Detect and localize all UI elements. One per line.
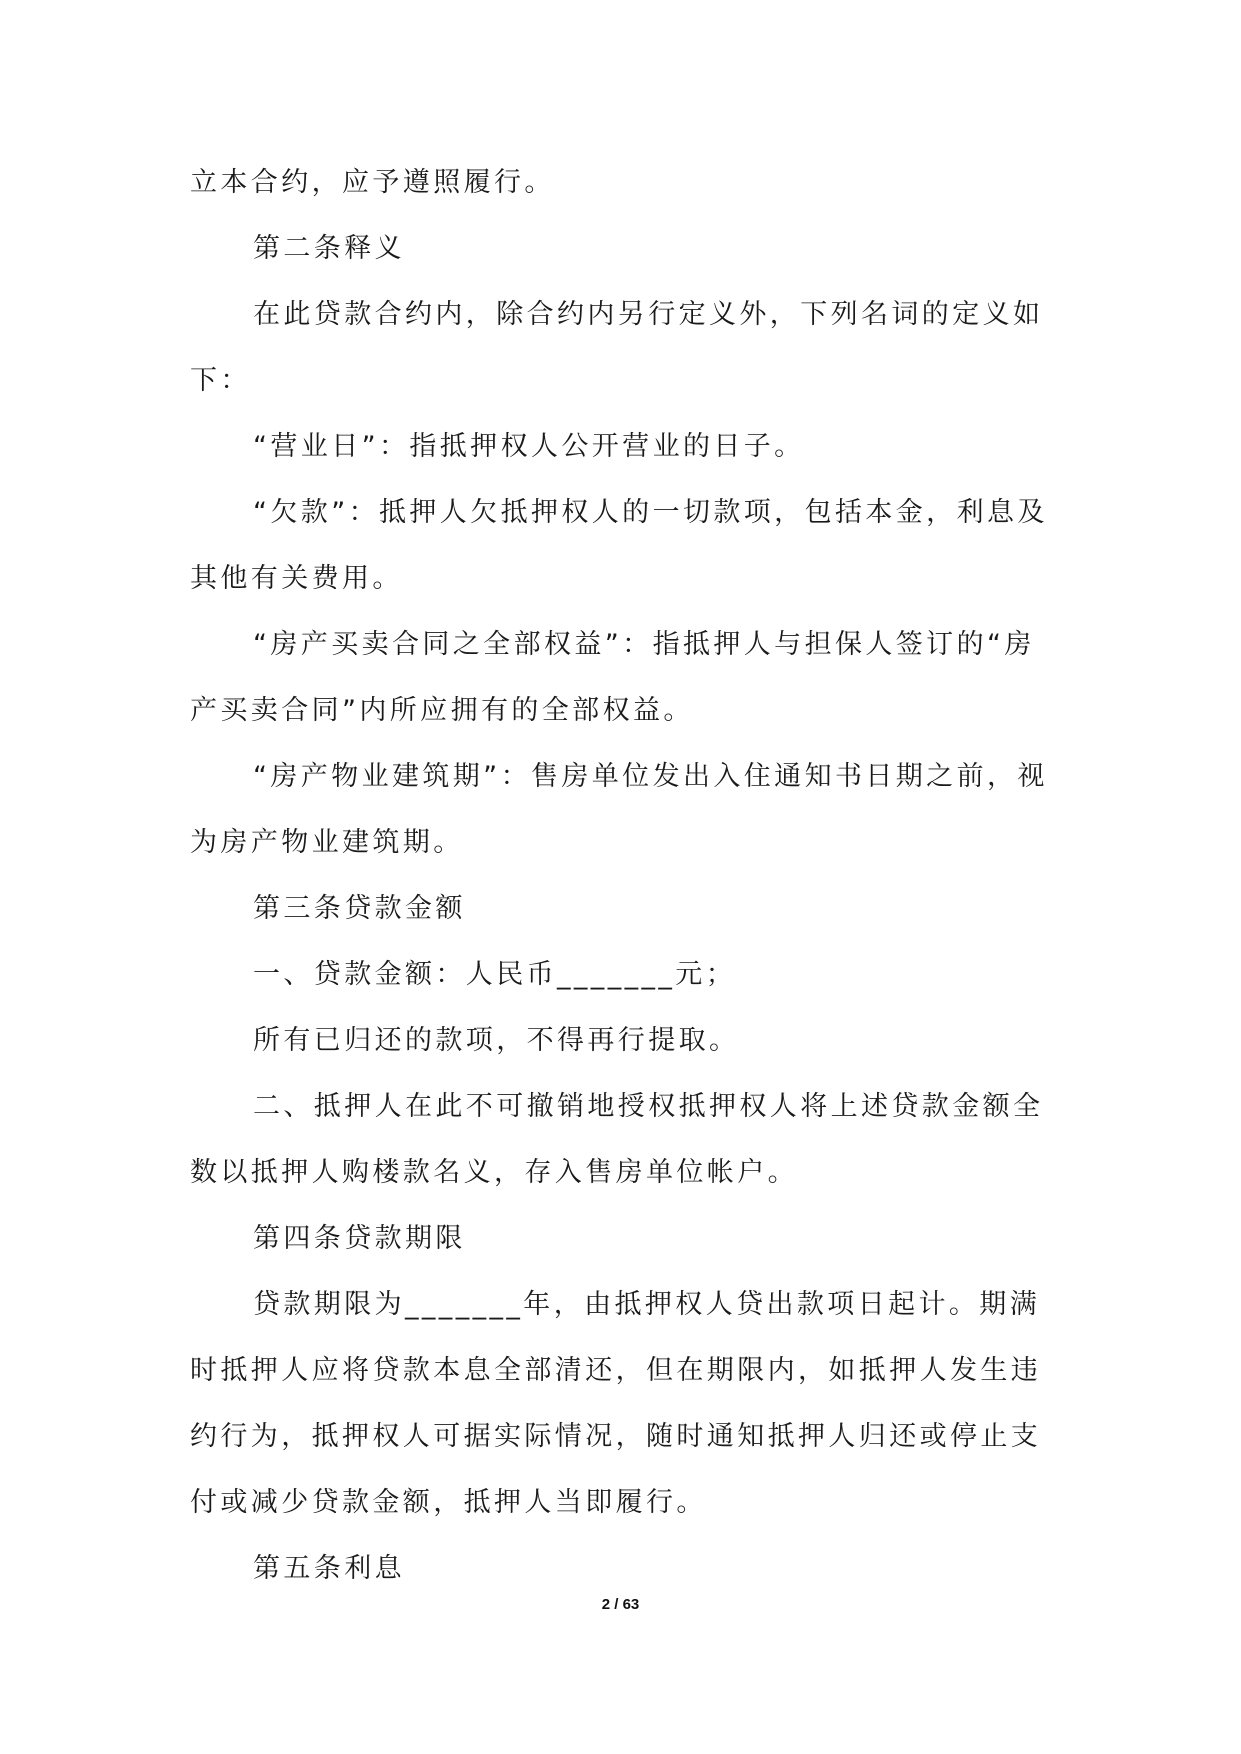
definition-paragraph: “营业日”：指抵押权人公开营业的日子。 [253, 431, 805, 462]
paragraph: 二、抵押人在此不可撤销地授权抵押权人将上述贷款金额全数以抵押人购楼款名义，存入售房单位帐户。 [190, 1091, 1044, 1188]
paragraph: 立本合约，应予遵照履行。 [190, 167, 555, 198]
document-body [190, 150, 1055, 1602]
paragraph: 在此贷款合约内，除合约内另行定义外，下列名词的定义如下： [190, 299, 1044, 396]
paragraph: 一、贷款金额：人民币_______元； [253, 959, 737, 990]
definition-paragraph: “欠款”：抵押人欠抵押权人的一切款项，包括本金，利息及其他有关费用。 [190, 497, 1048, 594]
definition-paragraph: “房产买卖合同之全部权益”：指抵押人与担保人签订的“房产买卖合同”内所应拥有的全部权益。 [190, 629, 1035, 726]
section-heading: 第四条贷款期限 [253, 1223, 466, 1254]
paragraph: 所有已归还的款项，不得再行提取。 [253, 1025, 740, 1056]
page-number: 2 / 63 [601, 1596, 640, 1613]
definition-paragraph: “房产物业建筑期”：售房单位发出入住通知书日期之前，视为房产物业建筑期。 [190, 761, 1048, 858]
section-heading: 第三条贷款金额 [253, 893, 466, 924]
section-heading: 第五条利息 [253, 1553, 405, 1584]
paragraph: 贷款期限为_______年，由抵押权人贷出款项日起计。期满时抵押人应将贷款本息全部清还，但在期限内，如抵押人发生违约行为，抵押权人可据实际情况，随时通知抵押人归还或停止支付或减少贷款金额，抵押人当即履行。 [190, 1289, 1042, 1518]
section-heading: 第二条释义 [253, 233, 405, 264]
